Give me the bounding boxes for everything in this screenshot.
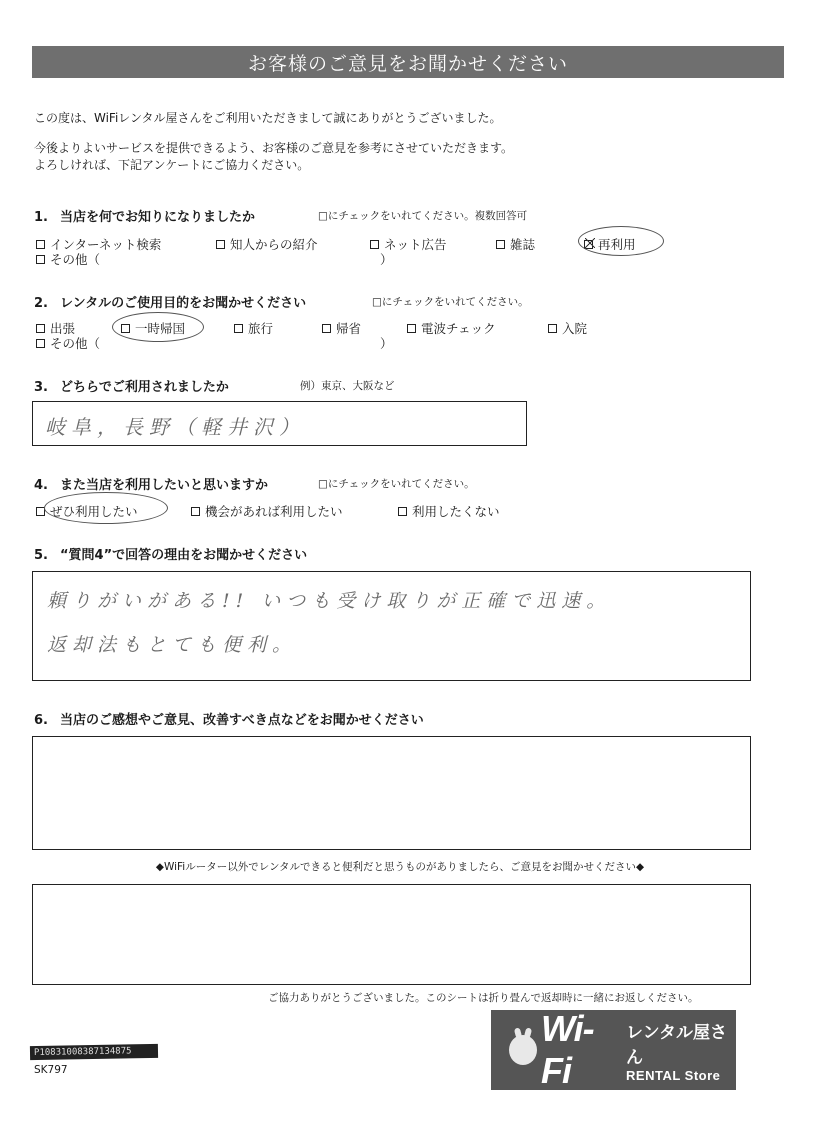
q1-note: □にチェックをいれてください。複数回答可 — [318, 210, 528, 222]
footer-thanks: ご協力ありがとうございました。このシートは折り畳んで返却時に一緒にお返しください。 — [268, 992, 699, 1004]
checkbox[interactable] — [36, 255, 45, 264]
q2-title: 2. レンタルのご使用目的をお聞かせください — [34, 296, 307, 311]
q2-handdrawn-circle — [112, 312, 204, 342]
q5-answer-box[interactable] — [32, 571, 751, 681]
intro-line-1: この度は、WiFiレンタル屋さんをご利用いただきまして誠にありがとうございました。 — [34, 111, 502, 125]
q2-option-temporary-return[interactable]: 一時帰国 — [121, 319, 185, 337]
checkbox[interactable] — [36, 240, 45, 249]
checkbox[interactable] — [234, 324, 243, 333]
q4-title: 4. また当店を利用したいと思いますか — [34, 478, 269, 493]
q2-other-close: ） — [380, 336, 393, 351]
intro-line-2: 今後よりよいサービスを提供できるよう、お客様のご意見を参考にさせていただきます。 — [34, 141, 514, 155]
intro-line-3: よろしければ、下記アンケートにご協力ください。 — [34, 158, 310, 172]
checkbox[interactable] — [216, 240, 225, 249]
q2-option-signal-check[interactable]: 電波チェック — [407, 319, 496, 337]
q3-note: 例）東京、大阪など — [300, 380, 395, 392]
q4-option-definitely[interactable]: ぜひ利用したい — [36, 502, 138, 520]
checkbox[interactable] — [191, 507, 200, 516]
q3-handwritten-answer: 岐阜，長野（軽井沢） — [45, 415, 305, 439]
q1-title: 1. 当店を何でお知りになりましたか — [34, 210, 256, 225]
logo-right-text — [626, 1018, 736, 1083]
q2-option-travel[interactable]: 旅行 — [234, 319, 273, 337]
checkbox[interactable] — [370, 240, 379, 249]
wifi-rental-store-logo — [491, 1010, 736, 1090]
logo-wifi-text: Wi-Fi — [540, 1008, 594, 1091]
q2-option-homecoming[interactable]: 帰省 — [322, 319, 361, 337]
q2-option-other[interactable]: その他（ — [36, 334, 100, 352]
q4-note: □にチェックをいれてください。 — [318, 478, 475, 490]
checkbox[interactable] — [496, 240, 505, 249]
q1-option-referral[interactable]: 知人からの紹介 — [216, 235, 318, 253]
q4-option-no[interactable]: 利用したくない — [398, 502, 500, 520]
q4-option-if-chance[interactable]: 機会があれば利用したい — [191, 502, 343, 520]
q1-option-net-ad[interactable]: ネット広告 — [370, 235, 447, 253]
q6-answer-box[interactable] — [32, 736, 751, 850]
q4-handdrawn-circle — [44, 492, 168, 524]
q1-handdrawn-circle — [578, 226, 664, 256]
checkbox[interactable] — [398, 507, 407, 516]
checkbox[interactable] — [548, 324, 557, 333]
form-code: SK797 — [34, 1064, 68, 1076]
checkbox[interactable] — [36, 339, 45, 348]
form-title: お客様のご意見をお聞かせください — [247, 52, 568, 75]
q5-handwritten-line-1: 頼りがいがある!! いつも受け取りが正確で迅速。 — [47, 590, 612, 612]
checkbox[interactable] — [322, 324, 331, 333]
rabbit-mascot-icon — [509, 1035, 537, 1065]
q6-title: 6. 当店のご感想やご意見、改善すべき点などをお聞かせください — [34, 713, 424, 728]
q1-option-reuse[interactable]: 再利用 — [584, 235, 636, 253]
q1-option-other[interactable]: その他（ — [36, 250, 100, 268]
q1-option-internet[interactable]: インターネット検索 — [36, 235, 161, 253]
q2-option-hospital[interactable]: 入院 — [548, 319, 587, 337]
checkbox[interactable] — [36, 324, 45, 333]
tracking-number-label: P10831008387134875 — [30, 1044, 158, 1060]
form-title-banner — [32, 46, 784, 78]
q1-other-close: ） — [380, 252, 393, 267]
q5-title: 5. “質問4”で回答の理由をお聞かせください — [34, 548, 308, 563]
q3-title: 3. どちらでご利用されましたか — [34, 380, 229, 395]
logo-jp-text: レンタル屋さん — [626, 1022, 727, 1068]
extra-answer-box[interactable] — [32, 884, 751, 985]
extra-prompt: ◆WiFiルーター以外でレンタルできると便利だと思うものがありましたら、ご意見をお聞かせください◆ — [155, 861, 645, 873]
q1-option-magazine[interactable]: 雑誌 — [496, 235, 535, 253]
q2-note: □にチェックをいれてください。 — [372, 296, 529, 308]
q2-option-business[interactable]: 出張 — [36, 319, 75, 337]
q5-handwritten-line-2: 返却法もとても便利。 — [47, 634, 298, 656]
q3-answer-box[interactable] — [32, 401, 527, 446]
logo-en-text: RENTAL Store — [626, 1067, 721, 1083]
checkbox[interactable] — [407, 324, 416, 333]
